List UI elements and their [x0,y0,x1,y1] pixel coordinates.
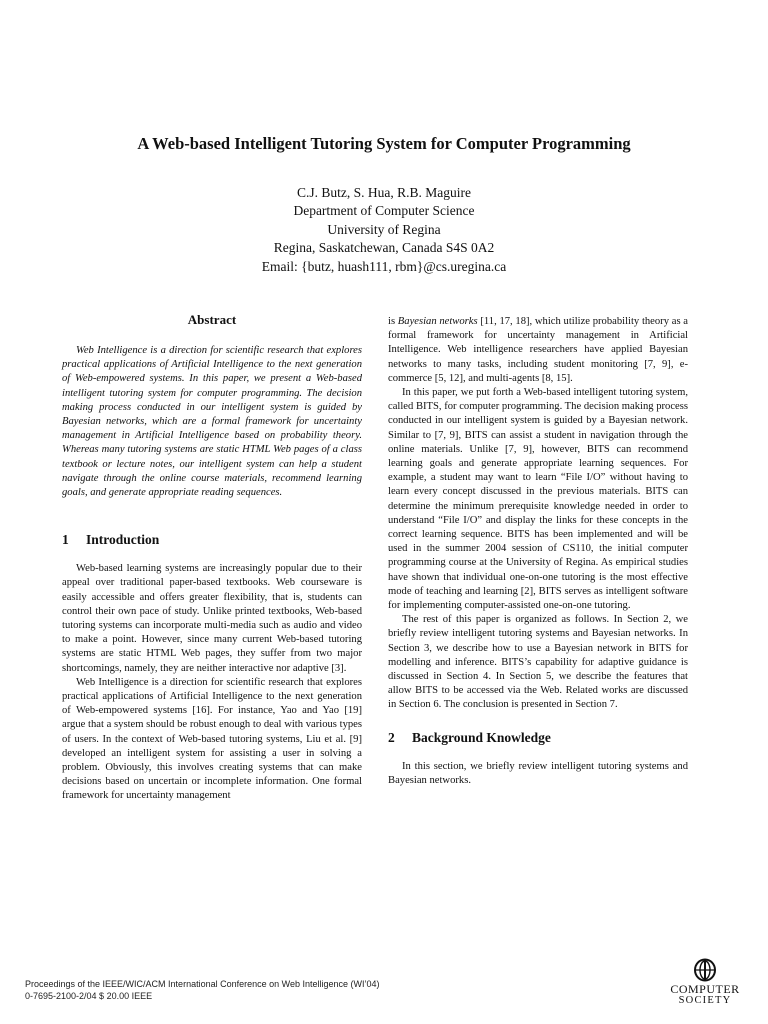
paper-title: A Web-based Intelligent Tutoring System for Computer Programming [137,134,631,153]
intro-paragraph-2-continued: is Bayesian networks [11, 17, 18], which utilize probability theory as a formal framework for uncertainty management in Artificial Intelligence. Web intelligence researchers have applied Bayesian networks to many tasks, including student monitoring [7, 9], e-commerce [5, 12], and multi-agents [8, 15]. [388,316,688,384]
background-paragraph-1: In this section, we briefly review intelligent tutoring systems and Bayesian networks. [388,760,688,786]
logo-text-society: SOCIETY [678,995,732,1006]
author-university: University of Regina [327,221,441,237]
section-heading-introduction [62,532,362,548]
right-column [388,315,688,788]
author-location: Regina, Saskatchewan, Canada S4S 0A2 [273,240,495,256]
term-bayesian-networks: Bayesian networks [397,316,478,327]
intro-paragraph-2: Web Intelligence is a direction for scientific research that explores practical applications of Artificial Intelligence to the next generation of Web-empowered systems [16]. For instance, Yao and Yao [19] argue that a system should be robust enough to deal with various types of users. In the context of Web-based tutoring systems, Liu et al. [9] developed an intelligent system for assisting a user in solving a problem. Obviously, this involves creating systems that can make decisions based on uncertain or incomplete information. One formal framework for uncertainty management [62,676,362,802]
section-title: Introduction [86,532,160,548]
footer-isbn: 0-7695-2100-2/04 $ 20.00 IEEE [25,991,153,1001]
logo-text-computer: COMPUTER [670,982,740,996]
author-department: Department of Computer Science [293,203,475,219]
abstract-text: Web Intelligence is a direction for scientific research that explores practical applications of Artificial Intelligence to the next generation of Web-empowered systems. In this paper, we present a Web-based intelligent tutoring system for computer programming. The decision making process conducted in our intelligent system is guided by Bayesian networks, which are a formal framework for uncertainty management in Artificial Intelligence based on probability theory. Whereas many tutoring systems are static HTML Web pages of a class textbook or lecture notes, our intelligent system can help a student navigate through the online course materials, recommend learning goals, and generate appropriate reading sequences. [62,345,362,499]
intro-paragraph-1: Web-based learning systems are increasingly popular due to their appeal over traditional paper-based textbooks. Web courseware is easily accessible and offers greater flexibility, that is, students can control their own pace of study. Unlike printed textbooks, Web-based tutoring systems can incorporate multi-media such as audio and video to make a point. However, since many current Web-based tutoring systems are static HTML Web pages, they suffer from two major shortcomings, namely, they are neither interactive nor adaptive [3]. [62,563,362,674]
author-email: Email: {butz, huash111, rbm}@cs.uregina.ca [261,258,507,274]
left-column [62,312,362,804]
abstract-heading: Abstract [187,312,237,327]
intro-paragraph-4: The rest of this paper is organized as follows. In Section 2, we briefly review intelligent tutoring systems and Bayesian networks. In Section 3, we describe how to use a Bayesian network in BITS for modelling and inference. BITS’s capability for adaptive guidance is discussed in Section 4. In Section 5, we describe the features that allow BITS to be accessed via the Web. Related works are discussed in Section 6. The conclusion is presented in Section 7. [388,614,688,711]
author-block [0,184,768,276]
page-footer [25,978,380,1002]
computer-society-logo [662,958,748,1006]
intro-paragraph-3: In this paper, we put forth a Web-based intelligent tutoring system, called BITS, for computer programming. The decision making process conducted in our intelligent system is guided by a Bayesian network. Similar to [7, 9], BITS can assist a student in navigation through the online materials. Unlike [7, 9], however, BITS can recommend learning goals and generate appropriate learning sequences. For example, a student may want to learn “File I/O” without having to learn every concept discussed in the previous materials. BITS can determine the minimum prerequisite knowledge needed in order to understand “File I/O” and display the links for these concepts in the correct learning sequence. BITS has been implemented and will be used in the summer 2004 session of CS110, the initial computer programming course at the University of Regina. As empirical studies have shown that individual one-on-one tutoring is the most effective mode of teaching and learning [2], BITS serves as intelligent software for implementing computer-assisted one-on-one tutoring. [388,387,688,612]
section-heading-background [388,730,688,746]
section-number: 2 [388,729,395,745]
author-names: C.J. Butz, S. Hua, R.B. Maguire [297,185,471,200]
section-number: 1 [62,532,69,548]
footer-proceedings: Proceedings of the IEEE/WIC/ACM International Conference on Web Intelligence (WI’04) [25,979,380,989]
section-title: Background Knowledge [412,729,551,745]
ieee-computer-society-logo-icon [692,958,718,982]
